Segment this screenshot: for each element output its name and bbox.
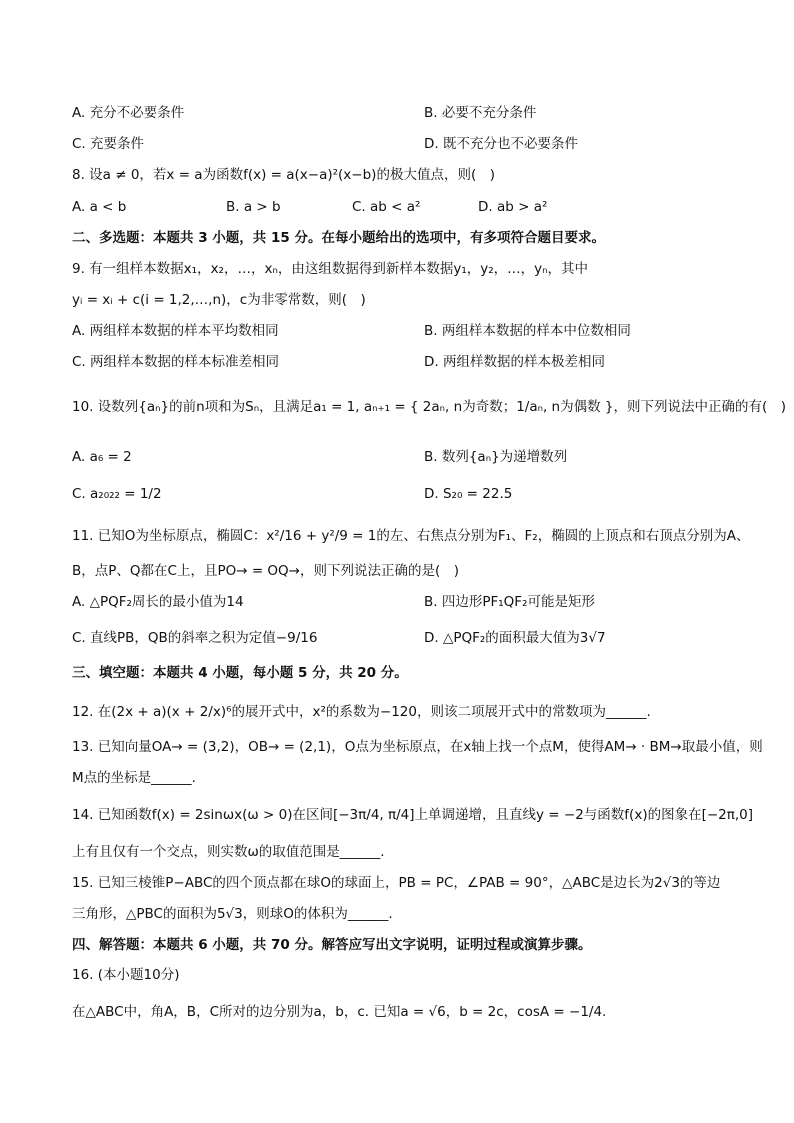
- q7-option-b: B. 必要不充分条件: [424, 105, 537, 121]
- q10-option-a: A. a₆ = 2: [72, 449, 132, 465]
- q13-line2: M点的坐标是______.: [72, 770, 196, 786]
- q9-option-a: A. 两组样本数据的样本平均数相同: [72, 323, 279, 339]
- q7-options-row1: [72, 104, 537, 122]
- q7-options-row2: [72, 135, 578, 153]
- q11-option-c: C. 直线PB，QB的斜率之积为定值−9/16: [72, 630, 318, 646]
- q15-line1: 15. 已知三棱锥P−ABC的四个顶点都在球O的球面上，PB = PC，∠PAB = 90°，△ABC是边长为2√3的等边: [72, 875, 721, 891]
- q11-stem-line1: 11. 已知O为坐标原点，椭圆C：x²/16 + y²/9 = 1的左、右焦点分别为F₁、F₂，椭圆的上顶点和右顶点分别为A、: [72, 528, 750, 544]
- q7-option-d: D. 既不充分也不必要条件: [424, 136, 578, 152]
- q11-option-d: D. △PQF₂的面积最大值为3√7: [424, 630, 606, 646]
- q13-line1: 13. 已知向量OA→ = (3,2)，OB→ = (2,1)，O点为坐标原点，在x轴上找一个点M，使得AM→ · BM→取最小值，则: [72, 739, 763, 755]
- q10-option-c: C. a₂₀₂₂ = 1/2: [72, 486, 162, 502]
- q7-option-a: A. 充分不必要条件: [72, 105, 185, 121]
- q8-option-c: C. ab < a²: [352, 199, 421, 215]
- q10-option-b: B. 数列{aₙ}为递增数列: [424, 449, 568, 465]
- q9-stem-line1: 9. 有一组样本数据x₁，x₂，…，xₙ，由这组数据得到新样本数据y₁，y₂，…，yₙ，其中: [72, 261, 589, 277]
- q11-options-row2: [72, 629, 606, 647]
- q9-option-d: D. 两组样数据的样本极差相同: [424, 354, 605, 370]
- section-4-heading: 四、解答题：本题共 6 小题，共 70 分。解答应写出文字说明，证明过程或演算步骤。: [72, 937, 592, 953]
- q16-heading: 16. (本小题10分): [72, 967, 180, 983]
- q9-options-row1: [72, 322, 631, 340]
- q11-option-a: A. △PQF₂周长的最小值为14: [72, 594, 244, 610]
- q14-line2: 上有且仅有一个交点，则实数ω的取值范围是______.: [72, 844, 385, 860]
- q11-options-row1: [72, 593, 595, 611]
- q10-options-row2: [72, 485, 513, 503]
- q9-option-b: B. 两组样本数据的样本中位数相同: [424, 323, 631, 339]
- q9-stem-line2: yᵢ = xᵢ + c(i = 1,2,…,n)，c为非零常数，则( ): [72, 292, 366, 308]
- q12-text: 12. 在(2x + a)(x + 2/x)⁶的展开式中，x²的系数为−120，则该二项展开式中的常数项为______.: [72, 704, 651, 720]
- q16-body: 在△ABC中，角A，B，C所对的边分别为a，b，c. 已知a = √6，b = 2c，cosA = −1/4.: [72, 1004, 607, 1020]
- section-2-heading: 二、多选题：本题共 3 小题，共 15 分。在每小题给出的选项中，有多项符合题目要求。: [72, 230, 605, 246]
- q7-option-c: C. 充要条件: [72, 136, 145, 152]
- q14-line1: 14. 已知函数f(x) = 2sinωx(ω > 0)在区间[−3π/4, π/4]上单调递增，且直线y = −2与函数f(x)的图象在[−2π,0]: [72, 807, 754, 823]
- q8-option-b: B. a > b: [226, 199, 281, 215]
- q10-stem: 10. 设数列{aₙ}的前n项和为Sₙ，且满足a₁ = 1, aₙ₊₁ = { 2aₙ, n为奇数；1/aₙ, n为偶数 }，则下列说法中正确的有( ): [72, 399, 787, 415]
- q11-stem-line2: B，点P、Q都在C上，且PO→ = OQ→，则下列说法正确的是( ): [72, 563, 460, 579]
- q9-options-row2: [72, 353, 605, 371]
- q8-stem: 8. 设a ≠ 0，若x = a为函数f(x) = a(x−a)²(x−b)的极大值点，则( ): [72, 167, 495, 183]
- q10-option-d: D. S₂₀ = 22.5: [424, 486, 513, 502]
- q10-options-row1: [72, 448, 568, 466]
- q15-line2: 三角形，△PBC的面积为5√3，则球O的体积为______.: [72, 906, 393, 922]
- q8-option-d: D. ab > a²: [478, 199, 548, 215]
- section-3-heading: 三、填空题：本题共 4 小题，每小题 5 分，共 20 分。: [72, 665, 408, 681]
- q11-option-b: B. 四边形PF₁QF₂可能是矩形: [424, 594, 595, 610]
- q8-option-a: A. a < b: [72, 199, 127, 215]
- q9-option-c: C. 两组样本数据的样本标准差相同: [72, 354, 280, 370]
